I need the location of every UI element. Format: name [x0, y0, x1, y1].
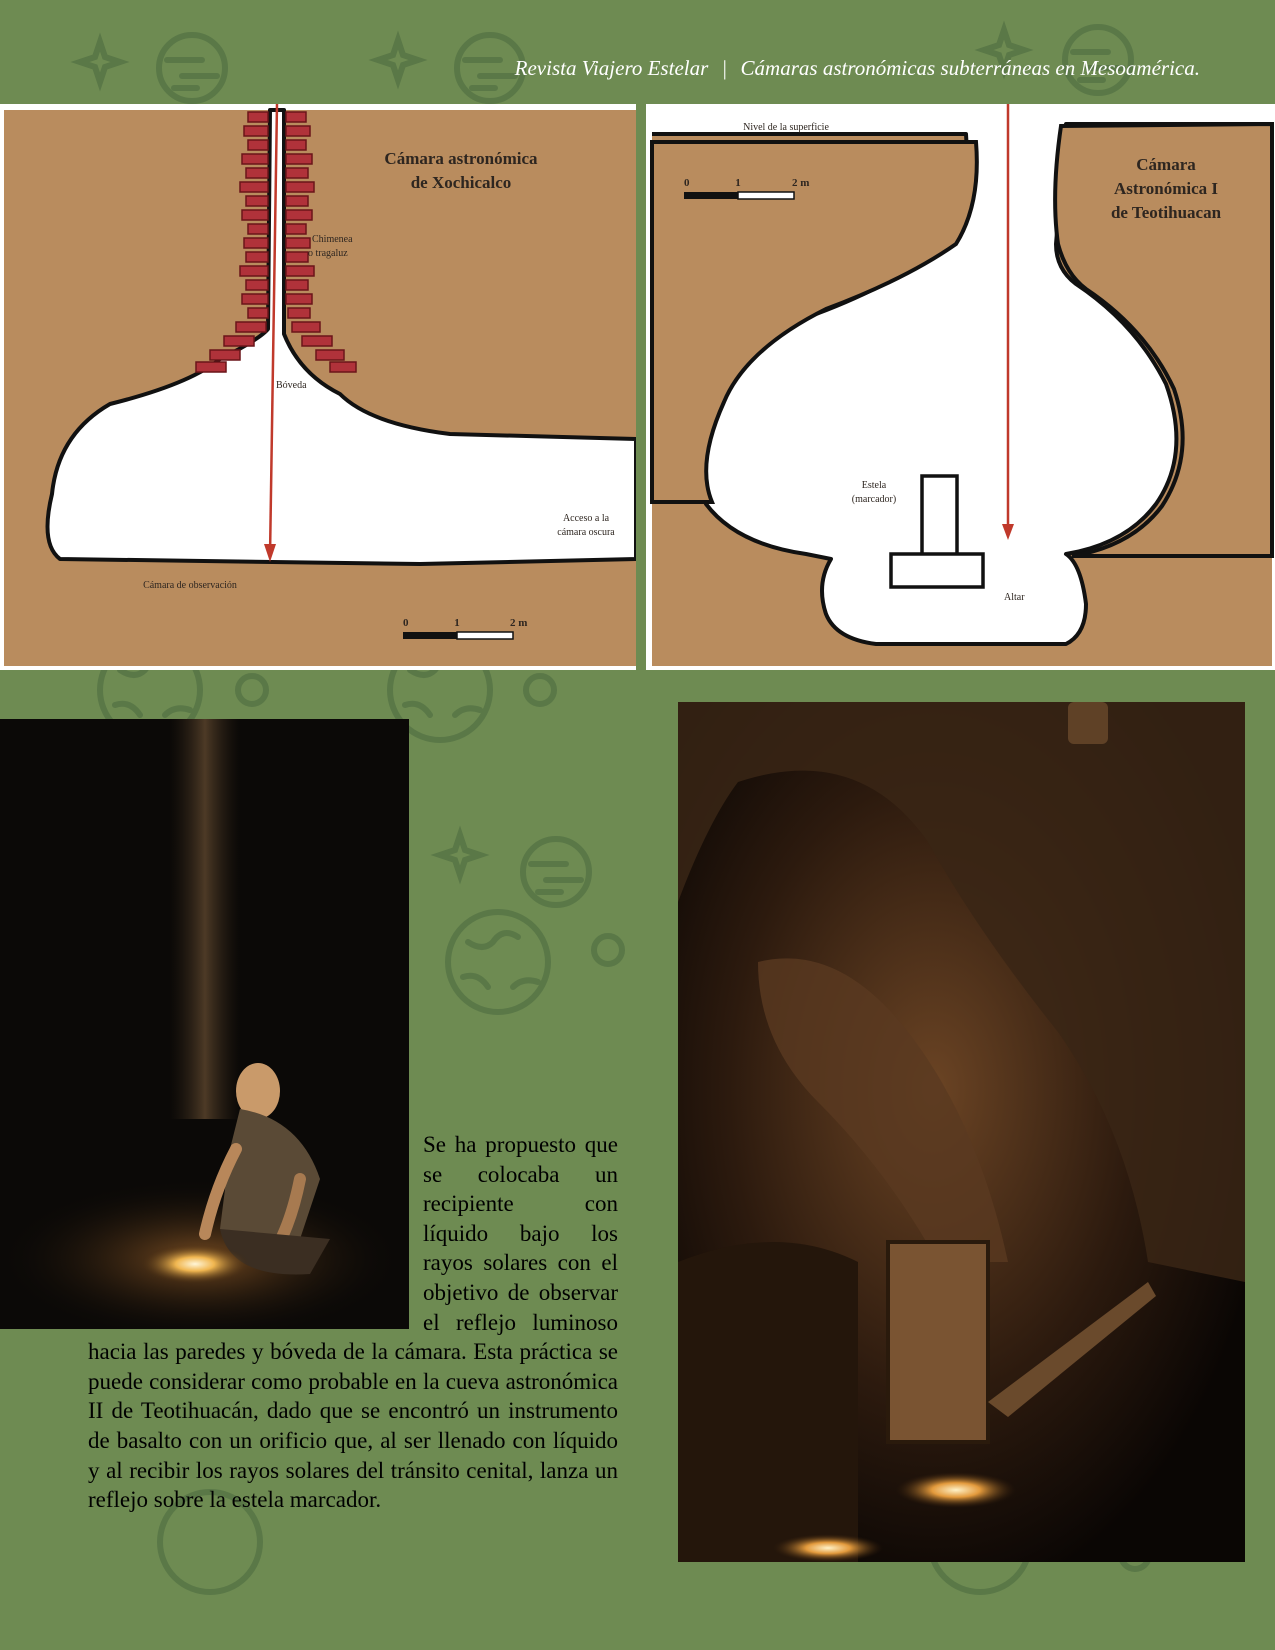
scale-tick-1: 1	[454, 617, 460, 629]
cave-interior-photo	[678, 702, 1245, 1562]
paragraph-text: Se ha propuesto que se colocaba un recipiente con líquido bajo los rayos solares con el objetivo de observar el reflejo luminoso hacia las paredes y bóveda de la cámara. Esta práctica se puede considerar como probable en la cueva astronómica II de Teotihuacán, dado que se encontró un instrumento de basalto con un orificio que, al ser llenado con líquido y al recibir los rayos solares del tránsito cenital, lanza un reflejo sobre la estela marcador.	[88, 1132, 618, 1513]
altar-label: Altar	[1004, 592, 1025, 603]
sparkle-icon	[440, 835, 480, 875]
light-spot	[773, 1534, 883, 1562]
moon-icon	[594, 936, 622, 964]
chimney-label-line1: Chimenea	[312, 234, 353, 245]
moon-icon	[526, 676, 554, 704]
diagram-title-line1: Cámara astronómica	[384, 149, 538, 168]
stela-photo	[888, 1242, 988, 1442]
diagram-title-line2: de Xochicalco	[410, 173, 512, 192]
stela-label-line1: Estela	[861, 480, 887, 491]
scale-tick-0: 0	[684, 177, 690, 189]
teotihuacan-chamber-diagram	[646, 104, 1275, 670]
access-label-line1: Acceso a la	[562, 513, 610, 524]
diagram-title-line2: Astronómica I	[1113, 179, 1219, 198]
scale-tick-2: 2 m	[792, 177, 810, 189]
header-separator: |	[721, 56, 728, 80]
scale-tick-2: 2 m	[510, 617, 528, 629]
vault-label: Bóveda	[276, 380, 307, 391]
diagram-title-line1: Cámara	[1136, 155, 1196, 174]
observation-label: Cámara de observación	[143, 580, 237, 591]
magazine-name: Revista Viajero Estelar	[514, 56, 709, 80]
stela-label-line2: (marcador)	[851, 494, 897, 505]
diagram-title-line3: de Teotihuacan	[1110, 203, 1222, 222]
xochicalco-chamber-diagram	[0, 104, 636, 670]
scale-tick-1: 1	[735, 177, 741, 189]
lamp-fixture	[1068, 702, 1108, 744]
scale-tick-0: 0	[403, 617, 409, 629]
altar	[891, 554, 983, 587]
surface-label: Nivel de la superficie	[743, 122, 829, 133]
rock-wall-lower-left	[678, 1242, 858, 1562]
chimney-label-line2: o tragaluz	[308, 248, 348, 259]
running-header	[0, 56, 1200, 81]
planet-icon	[523, 839, 589, 905]
photo-wrap-spacer	[88, 1130, 423, 1330]
moon-icon	[238, 676, 266, 704]
article-title: Cámaras astronómicas subterráneas en Mesoamérica.	[740, 56, 1200, 80]
article-paragraph	[88, 1130, 618, 1515]
access-label-line2: cámara oscura	[557, 527, 615, 538]
light-shaft	[170, 719, 240, 1119]
light-spot	[896, 1472, 1016, 1508]
earth-icon	[448, 912, 548, 1012]
